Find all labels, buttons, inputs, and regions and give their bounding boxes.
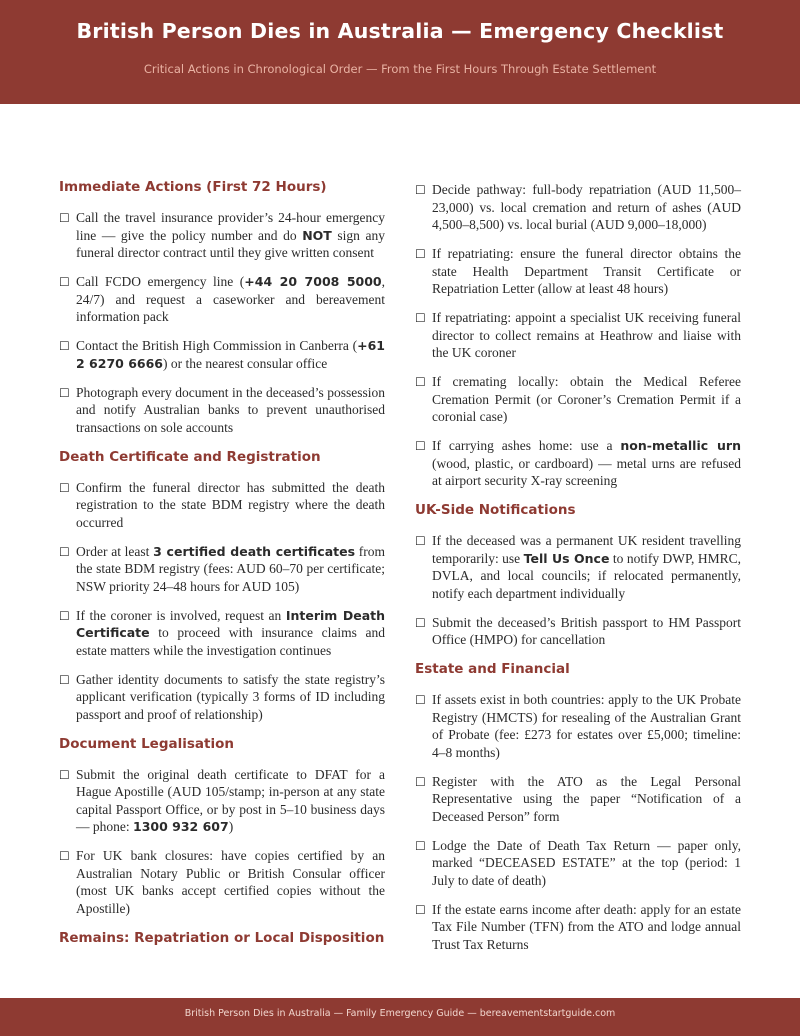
section-estate — [415, 660, 741, 953]
item-emphasis: 3 certified death certificates — [153, 543, 356, 559]
item-text: Register with the ATO as the Legal Personal Representative using the paper “Notification of a Deceased Person” form — [432, 773, 741, 824]
section-remains — [415, 181, 741, 490]
checkbox-icon[interactable]: ☐ — [415, 615, 426, 630]
checklist-item — [59, 607, 385, 660]
item-text: If assets exist in both countries: apply to the UK Probate Registry (HMCTS) for resealing of the Australian Grant of Probate (fee: £273 for estates over £5,000; timeline: 4–8 months) — [432, 692, 741, 760]
item-text: If cremating locally: obtain the Medical Referee Cremation Permit (or Coroner’s Cremation Permit if a coronial case) — [432, 374, 741, 424]
checklist-item — [59, 671, 385, 724]
checkbox-icon[interactable]: ☐ — [415, 774, 426, 789]
checklist-item — [415, 773, 741, 826]
checkbox-icon[interactable]: ☐ — [59, 672, 70, 687]
checkbox-icon[interactable]: ☐ — [59, 544, 70, 559]
checkbox-icon[interactable]: ☐ — [415, 439, 426, 453]
checkbox-icon[interactable]: ☐ — [59, 480, 70, 495]
checklist-item — [415, 181, 741, 234]
item-text: Photograph every document in the deceased’s possession and notify Australian banks to prevent unauthorised transactions on sole accounts — [76, 384, 385, 435]
checklist-item — [59, 479, 385, 532]
checkbox-icon[interactable]: ☐ — [59, 849, 70, 863]
footer-text: British Person Dies in Australia — Family Emergency Guide — bereavementstartguide.com — [184, 1008, 616, 1019]
checklist-item — [415, 437, 741, 490]
item-text: Gather identity documents to satisfy the state registry’s applicant verification (typically 3 forms of ID including passport and proof of relationship) — [76, 671, 385, 722]
section-remains-title-only — [59, 929, 385, 947]
page-footer — [0, 998, 800, 1036]
item-text: Call the travel insurance provider’s 24-hour emergency line — give the policy number and do — [76, 210, 385, 243]
checklist-item — [415, 373, 741, 426]
item-text: Call FCDO emergency line ( — [76, 274, 245, 289]
checklist-item — [59, 384, 385, 437]
checkbox-icon[interactable]: ☐ — [415, 693, 426, 707]
item-text: Decide pathway: full-body repatriation (AUD 11,500–23,000) vs. local cremation and return of ashes (AUD 4,500–8,500) vs. local burial (AUD 9,000–18,000) — [432, 182, 741, 232]
checkbox-icon[interactable]: ☐ — [59, 339, 70, 353]
checkbox-icon[interactable]: ☐ — [415, 534, 426, 548]
checkbox-icon[interactable]: ☐ — [415, 183, 426, 197]
section-uk-side — [415, 501, 741, 649]
item-text: to proceed with insurance claims and estate matters while the investigation continues — [76, 625, 385, 658]
item-emphasis: +61 2 6270 6666 — [76, 338, 385, 371]
checklist-item — [415, 245, 741, 298]
item-emphasis: Interim Death Certificate — [76, 607, 385, 640]
section-death-cert — [59, 448, 385, 724]
item-text: ) or the nearest consular office — [162, 355, 328, 371]
item-text: Submit the original death certificate to DFAT for a Hague Apostille (AUD 105/stamp; in-person at any state capital Passport Office, or by post in 5–10 business days — phone: — [76, 766, 385, 834]
item-text: sign any funeral director contract until they give written consent — [76, 227, 386, 260]
section-immediate — [59, 178, 385, 436]
item-text: For UK bank closures: have copies certified by an Australian Notary Public or British Consular officer (most UK banks accept certified copies without the Apostille) — [76, 848, 385, 916]
item-emphasis: +44 20 7008 5000 — [244, 274, 382, 289]
checkbox-icon[interactable]: ☐ — [59, 385, 70, 400]
section-heading: Document Legalisation — [59, 735, 234, 752]
checkbox-icon[interactable]: ☐ — [415, 375, 426, 389]
checkbox-icon[interactable]: ☐ — [59, 608, 70, 623]
checkbox-icon[interactable]: ☐ — [59, 211, 70, 225]
item-text: Contact the British High Commission in Canberra ( — [76, 338, 358, 353]
checklist-item — [59, 337, 385, 372]
item-text: If the estate earns income after death: apply for an estate Tax File Number (TFN) from the ATO and lodge annual Trust Tax Returns — [432, 901, 741, 952]
item-text: If the deceased was a permanent UK resident travelling temporarily: use — [432, 533, 741, 566]
section-heading: Death Certificate and Registration — [59, 448, 321, 465]
section-heading: Estate and Financial — [415, 661, 570, 677]
section-heading: Remains: Repatriation or Local Disposition — [59, 929, 385, 946]
section-legalisation — [59, 735, 385, 918]
page-title: British Person Dies in Australia — Emergency Checklist — [76, 19, 724, 43]
item-text: Confirm the funeral director has submitted the death registration to the state BDM registry where the death occurred — [76, 479, 385, 530]
checklist-item — [59, 766, 385, 836]
item-text: to notify DWP, HMRC, DVLA, and local councils; if relocated permanently, notify each department individually — [432, 550, 741, 601]
item-text: Submit the deceased’s British passport to HM Passport Office (HMPO) for cancellation — [432, 614, 741, 647]
checklist-item — [415, 837, 741, 890]
item-emphasis: non-metallic urn — [620, 438, 741, 453]
checklist-item — [59, 543, 385, 596]
checkbox-icon[interactable]: ☐ — [415, 247, 426, 261]
item-text: If repatriating: appoint a specialist UK receiving funeral director to collect remains at Heathrow and liaise with the UK coroner — [432, 310, 741, 360]
checklist-item — [415, 309, 741, 362]
item-text: If carrying ashes home: use a — [432, 438, 621, 453]
checklist-item — [59, 273, 385, 326]
checkbox-icon[interactable]: ☐ — [59, 275, 70, 289]
item-text: from the state BDM registry (fees: AUD 60–70 per certificate; NSW priority 24–48 hours for AUD 105) — [76, 543, 386, 594]
checkbox-icon[interactable]: ☐ — [415, 838, 426, 853]
item-text: , 24/7) and request a caseworker and bereavement information pack — [76, 274, 385, 324]
section-heading: Immediate Actions (First 72 Hours) — [59, 179, 327, 195]
item-text: If repatriating: ensure the funeral director obtains the state Health Department Transit Certificate or Repatriation Letter (allow at least 48 hours) — [432, 246, 741, 296]
checklist-item — [415, 614, 741, 649]
right-column — [415, 181, 741, 965]
item-text: Order at least — [76, 543, 154, 559]
checkbox-icon[interactable]: ☐ — [415, 311, 426, 325]
checklist-item — [59, 209, 385, 262]
checklist-item — [415, 532, 741, 602]
item-emphasis: 1300 932 607 — [133, 819, 229, 834]
page-subtitle: Critical Actions in Chronological Order — From the First Hours Through Estate Settlement — [143, 62, 657, 76]
page-header — [0, 0, 800, 104]
checklist-item — [59, 847, 385, 917]
left-column — [59, 178, 385, 960]
checklist-item — [415, 901, 741, 954]
item-emphasis: Tell Us Once — [523, 550, 610, 566]
checklist-item — [415, 691, 741, 761]
item-text: ) — [228, 819, 234, 834]
section-heading: UK-Side Notifications — [415, 502, 576, 518]
item-text: Lodge the Date of Death Tax Return — paper only, marked “DECEASED ESTATE” at the top (period: 1 July to date of death) — [432, 837, 741, 888]
item-emphasis: NOT — [302, 227, 332, 243]
item-text: (wood, plastic, or cardboard) — metal urns are refused at airport security X-ray screening — [432, 455, 741, 488]
checkbox-icon[interactable]: ☐ — [59, 767, 70, 782]
item-text: If the coroner is involved, request an — [76, 607, 286, 623]
checkbox-icon[interactable]: ☐ — [415, 902, 426, 917]
